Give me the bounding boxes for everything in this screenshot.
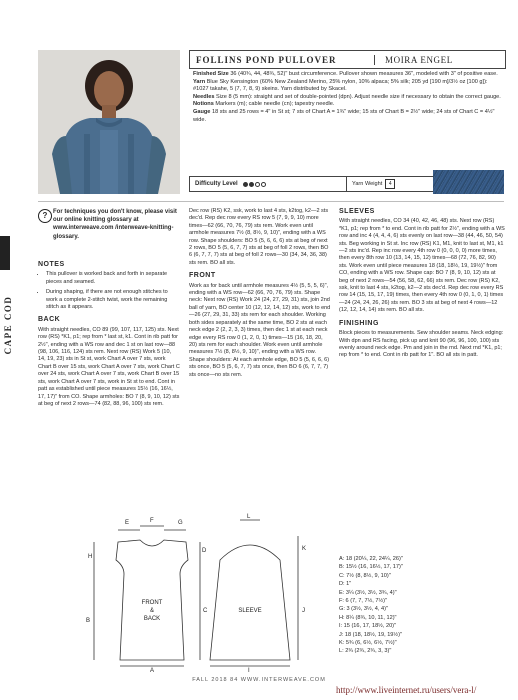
dim-letter: B bbox=[86, 618, 91, 624]
pattern-title: FOLLINS POND PULLOVER bbox=[196, 54, 337, 65]
key-item: G: 3 (3½, 3½, 4, 4)" bbox=[339, 606, 388, 613]
sleeves-instructions: With straight needles, CO 34 (40, 42, 46, 48) sts. Next row (RS) *K1, p1; rep from * to end. Cont in rib patt for 2½", ending with a WS row and inc 4 (4, 4, 4, 6) sts evenly on last row—38 (44, 46, 50, 54) sts. Beg working in St st. Inc row (RS) K1, M1, knit to last st, M1, k1—2 sts inc'd. Rep inc row every 4th row 0 (0, 0, 0, 0) more times, then every 8th row 10 (13, 14, 15, 12) times—68 (72, 76, 82, 90) sts. Work even until piece measures 18 (18, 18½, 19, 19½)" from CO, ending with a WS row. Shape cap: BO 7 (8, 9, 10, 12) sts at beg of next 2 rows—54 (56, 58, 62, 66) sts rem. Dec row (RS) K2, ssk, knit to last 4 sts, k2tog, k2—2 sts dec'd. Rep dec row every RS row 14 (15, 15, 17, 19) times, then every 4th row 0 (0, 1, 0, 1) times—24 (24, 24, 26, 26) sts rem. BO 3 sts at beg of next 4 rows—12 (12, 12, 14, 14) sts rem. BO all sts. bbox=[339, 218, 505, 314]
dim-letter: I bbox=[248, 668, 250, 672]
dim-letter: C bbox=[203, 608, 208, 614]
key-item: C: 7½ (8, 8½, 9, 10)" bbox=[339, 572, 391, 579]
key-item: L: 2¾ (2¾, 2¾, 3, 3)" bbox=[339, 648, 392, 655]
spec-gauge: Gauge 18 sts and 25 rows = 4" in St st; 7 sts of Chart A = 1¾" wide; 15 sts of Chart B = 2½" wide; 24 sts of Chart C = 4½" wide. bbox=[193, 108, 495, 123]
notes-list bbox=[38, 271, 180, 311]
finishing-instructions: Block pieces to measurements. Sew shoulder seams. Neck edging: With dpn and RS facing, pick up and knit 90 (96, 96, 100, 100) sts evenly around neck edge. Pm and join in the rnd. Next rnd *K1, p1; rep from * to end. Cont in rib patt for 1". BO all sts in patt. bbox=[339, 330, 504, 359]
back-instructions: With straight needles, CO 89 (99, 107, 117, 125) sts. Next row (RS) *K1, p1; rep from * last st, k1. Cont in rib patt for 2½", ending with a WS row and dec 1 st on last row—88 (98, 106, 116, 124) sts rem. Next row (RS) Work 5 (10, 14, 19, 23) sts in St st, work Chart A over 7 sts, work Chart B over 15 sts, work Chart A over 7 sts, work Chart C over 24 sts, work Chart A over 7 sts, work Chart B over 15 sts, work Chart A over 7 sts, work in St st to end. Cont in patt as established until piece measures 15½ (16, 16½, 17, 17)" from CO. Shape armholes: BO 7 (8, 9, 10, 12) sts at beg of next 2 rows—74 (82, 88, 96, 100) sts rem. bbox=[38, 326, 180, 407]
pattern-specs bbox=[193, 71, 503, 124]
front-back-label-3: BACK bbox=[143, 616, 161, 622]
dim-letter: H bbox=[88, 554, 93, 560]
front-back-label-2: & bbox=[149, 608, 155, 614]
glossary-tip-text: For techniques you don't know, please visit our online knitting glossary at www.interweave.com /interweave-knitting-glossary. bbox=[53, 209, 177, 240]
list-item: • This pullover is worked back and forth in separate pieces and seamed. bbox=[46, 271, 180, 286]
sleeve-label: SLEEVE bbox=[238, 608, 262, 614]
key-item: F: 6 (7, 7, 7½, 7½)" bbox=[339, 598, 388, 605]
yarn-weight-label: Yarn Weight bbox=[352, 181, 383, 187]
glossary-tip bbox=[38, 208, 178, 241]
difficulty-dot-icon bbox=[255, 182, 260, 187]
column-2 bbox=[189, 208, 331, 384]
key-item: A: 18 (20¼, 22, 24¼, 26)" bbox=[339, 556, 403, 562]
yarn-swatch bbox=[433, 170, 504, 194]
dim-letter: L bbox=[247, 514, 251, 520]
sleeves-heading: SLEEVES bbox=[339, 208, 375, 215]
finishing-heading: FINISHING bbox=[339, 319, 379, 327]
back-instructions-continued: Dec row (RS) K2, ssk, work to last 4 sts, k2tog, k2—2 sts dec'd. Rep dec row every RS row 5 (7, 9, 9, 10) more times—62 (66, 70, 76, 79) sts rem. Work even until armhole measures 7½ (8, 8½, 9, 10)", ending with a WS row. Shape shoulders: BO 5 (5, 6, 6, 6) sts at beg of next 2 rows, BO 5 (5, 6, 7, 7) sts at beg of foll 2 rows, then BO 6 (6, 7, 7, 7) sts at beg of foll 2 rows—30 (34, 34, 36, 38) sts rem. BO all sts. bbox=[189, 208, 329, 266]
dim-letter: D bbox=[202, 548, 207, 554]
measurement-key bbox=[339, 555, 403, 656]
pattern-title-bar bbox=[189, 50, 506, 69]
dim-letter: G bbox=[178, 520, 183, 526]
key-item: H: 8¼ (8¾, 10, 11, 12)" bbox=[339, 614, 397, 621]
key-item: D: 1" bbox=[339, 581, 352, 588]
key-item: J: 18 (18, 18½, 19, 19½)" bbox=[339, 631, 402, 638]
spec-yarn: Yarn Blue Sky Kensington (60% New Zealand Merino, 25% nylon, 10% alpaca; 5% silk; 205 yd [190 m]/3½ oz [100 g]): #1027 takahe, 5 (7, 7, 8, 9) skeins. Yarn distributed by Skacel. bbox=[193, 78, 488, 93]
difficulty-dot-icon bbox=[249, 182, 254, 187]
difficulty-dots bbox=[243, 182, 266, 187]
dim-letter: K bbox=[302, 546, 307, 552]
dim-letter: J bbox=[302, 608, 305, 614]
column-3 bbox=[339, 208, 505, 365]
section-side-label: CAPE COD bbox=[3, 295, 13, 355]
page-footer: FALL 2018 84 WWW.INTERWEAVE.COM bbox=[192, 677, 326, 683]
spec-notions: Notions Markers (m); cable needle (cn); tapestry needle. bbox=[193, 101, 335, 108]
key-item: I: 15 (16, 17, 18½, 20)" bbox=[339, 623, 397, 630]
key-item: E: 3¼ (3½, 3½, 3¾, 4)" bbox=[339, 589, 397, 596]
designer-name: MOIRA ENGEL bbox=[374, 55, 505, 65]
difficulty-label: Difficulty Level bbox=[195, 181, 238, 187]
spec-finished-size: Finished Size 36 (40¾, 44, 48¾, 52)" bust circumference. Pullover shown measures 36", modeled with 3" of positive ease. bbox=[193, 71, 498, 77]
dim-letter: A bbox=[150, 668, 155, 672]
question-icon: ? bbox=[38, 209, 52, 223]
list-item: • During shaping, if there are not enough stitches to work a complete 2-stitch twist, work the remaining stitch as it appears. bbox=[46, 289, 180, 311]
difficulty-dot-icon bbox=[261, 182, 266, 187]
dim-letter: E bbox=[125, 520, 130, 526]
yarn-weight-badge-icon: 4 bbox=[385, 179, 395, 189]
front-back-label-1: FRONT bbox=[141, 600, 163, 606]
divider bbox=[38, 201, 504, 202]
front-instructions: Work as for back until armhole measures 4½ (5, 5, 5, 6)", ending with a WS row—62 (66, 70, 76, 79) sts. Shape neck: Next row (RS) Work 24 (24, 27, 29, 31) sts, join 2nd ball of yarn, BO center 10 (12, 12, 14, 12) sts, work to end—26 (27, 29, 31, 33) sts rem for each shoulder. Working both sides separately at the same time, BO 2 sts at each neck edge 2 (2, 2, 3, 3) times, then dec 1 st at each neck edge every RS row 0 (1, 2, 0, 1) times—15 (16, 18, 20, 20) sts rem for each shoulder. Work even until armhole measures 7½ (8, 8½, 9, 10)", ending with a WS row. Shape shoulders: At each armhole edge, BO 5 (5, 6, 6, 6) sts once, BO 5 (5, 6, 7, 7) sts once, then BO 6 (6, 7, 7, 7) sts once—no sts rem. bbox=[189, 282, 331, 378]
notes-heading: NOTES bbox=[38, 261, 65, 268]
column-1 bbox=[38, 256, 180, 413]
front-heading: FRONT bbox=[189, 272, 216, 280]
watermark-url: http://www.liveinternet.ru/users/vera-l/ bbox=[336, 685, 477, 695]
schematic-diagram bbox=[80, 512, 320, 672]
back-heading: BACK bbox=[38, 316, 61, 324]
spec-needles: Needles Size 8 (5 mm): straight and set of double-pointed (dpn). Adjust needle size if necessary to obtain the correct gauge. bbox=[193, 93, 501, 100]
key-item: K: 5¾ (6, 6½, 6½, 7½)" bbox=[339, 640, 397, 647]
difficulty-level bbox=[189, 176, 347, 192]
key-item: B: 15½ (16, 16½, 17, 17)" bbox=[339, 564, 403, 571]
difficulty-dot-icon bbox=[243, 182, 248, 187]
model-photo bbox=[38, 50, 180, 194]
dim-letter: F bbox=[150, 518, 154, 524]
